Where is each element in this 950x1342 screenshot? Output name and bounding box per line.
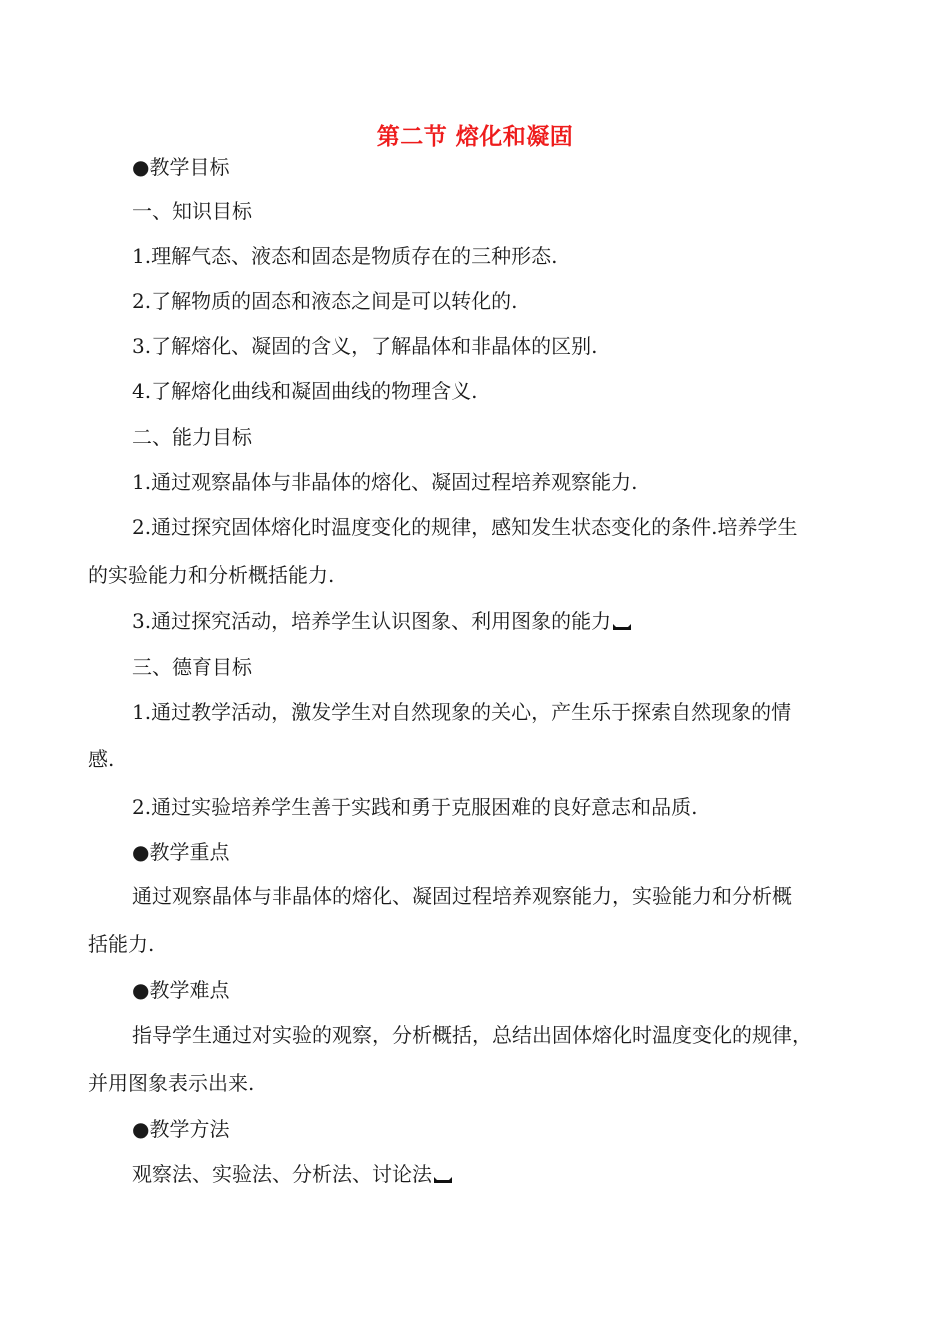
teaching-methods-text: 观察法、实验法、分析法、讨论法: [132, 1162, 432, 1186]
knowledge-goal-3: 3.了解熔化、凝固的含义，了解晶体和非晶体的区别.: [132, 334, 598, 358]
end-mark-icon: [434, 1177, 452, 1183]
key-points-text: 通过观察晶体与非晶体的熔化、凝固过程培养观察能力，实验能力和分析概: [132, 884, 792, 908]
knowledge-goal-1: 1.理解气态、液态和固态是物质存在的三种形态.: [132, 244, 558, 268]
ability-goal-2-continued: 的实验能力和分析概括能力.: [88, 563, 335, 587]
moral-goal-2: 2.通过实验培养学生善于实践和勇于克服困难的良好意志和品质.: [132, 795, 698, 819]
heading-key-points: ●教学重点: [132, 840, 230, 864]
difficulties-text-continued: 并用图象表示出来.: [88, 1071, 255, 1095]
heading-difficulties: ●教学难点: [132, 978, 230, 1002]
moral-goal-1: 1.通过教学活动，激发学生对自然现象的关心，产生乐于探索自然现象的情: [132, 700, 792, 724]
key-points-text-continued: 括能力.: [88, 932, 155, 956]
moral-goal-1-continued: 感.: [88, 747, 115, 771]
subheading-knowledge-goals: 一、知识目标: [132, 199, 252, 223]
subheading-ability-goals: 二、能力目标: [132, 425, 252, 449]
knowledge-goal-4: 4.了解熔化曲线和凝固曲线的物理含义.: [132, 379, 478, 403]
ability-goal-2: 2.通过探究固体熔化时温度变化的规律，感知发生状态变化的条件.培养学生: [132, 515, 798, 539]
ability-goal-1: 1.通过观察晶体与非晶体的熔化、凝固过程培养观察能力.: [132, 470, 638, 494]
teaching-methods: [0, 1159, 950, 1189]
knowledge-goal-2: 2.了解物质的固态和液态之间是可以转化的.: [132, 289, 518, 313]
section-title: 第二节 熔化和凝固: [376, 123, 574, 150]
subheading-moral-goals: 三、德育目标: [132, 655, 252, 679]
ability-goal-3-text: 3.通过探究活动，培养学生认识图象、利用图象的能力: [132, 609, 612, 633]
ability-goal-3: [0, 606, 950, 636]
heading-teaching-methods: ●教学方法: [132, 1117, 230, 1141]
end-mark-icon: [613, 624, 631, 630]
heading-teaching-goals: ●教学目标: [132, 155, 230, 179]
difficulties-text: 指导学生通过对实验的观察，分析概括，总结出固体熔化时温度变化的规律，: [132, 1023, 812, 1047]
